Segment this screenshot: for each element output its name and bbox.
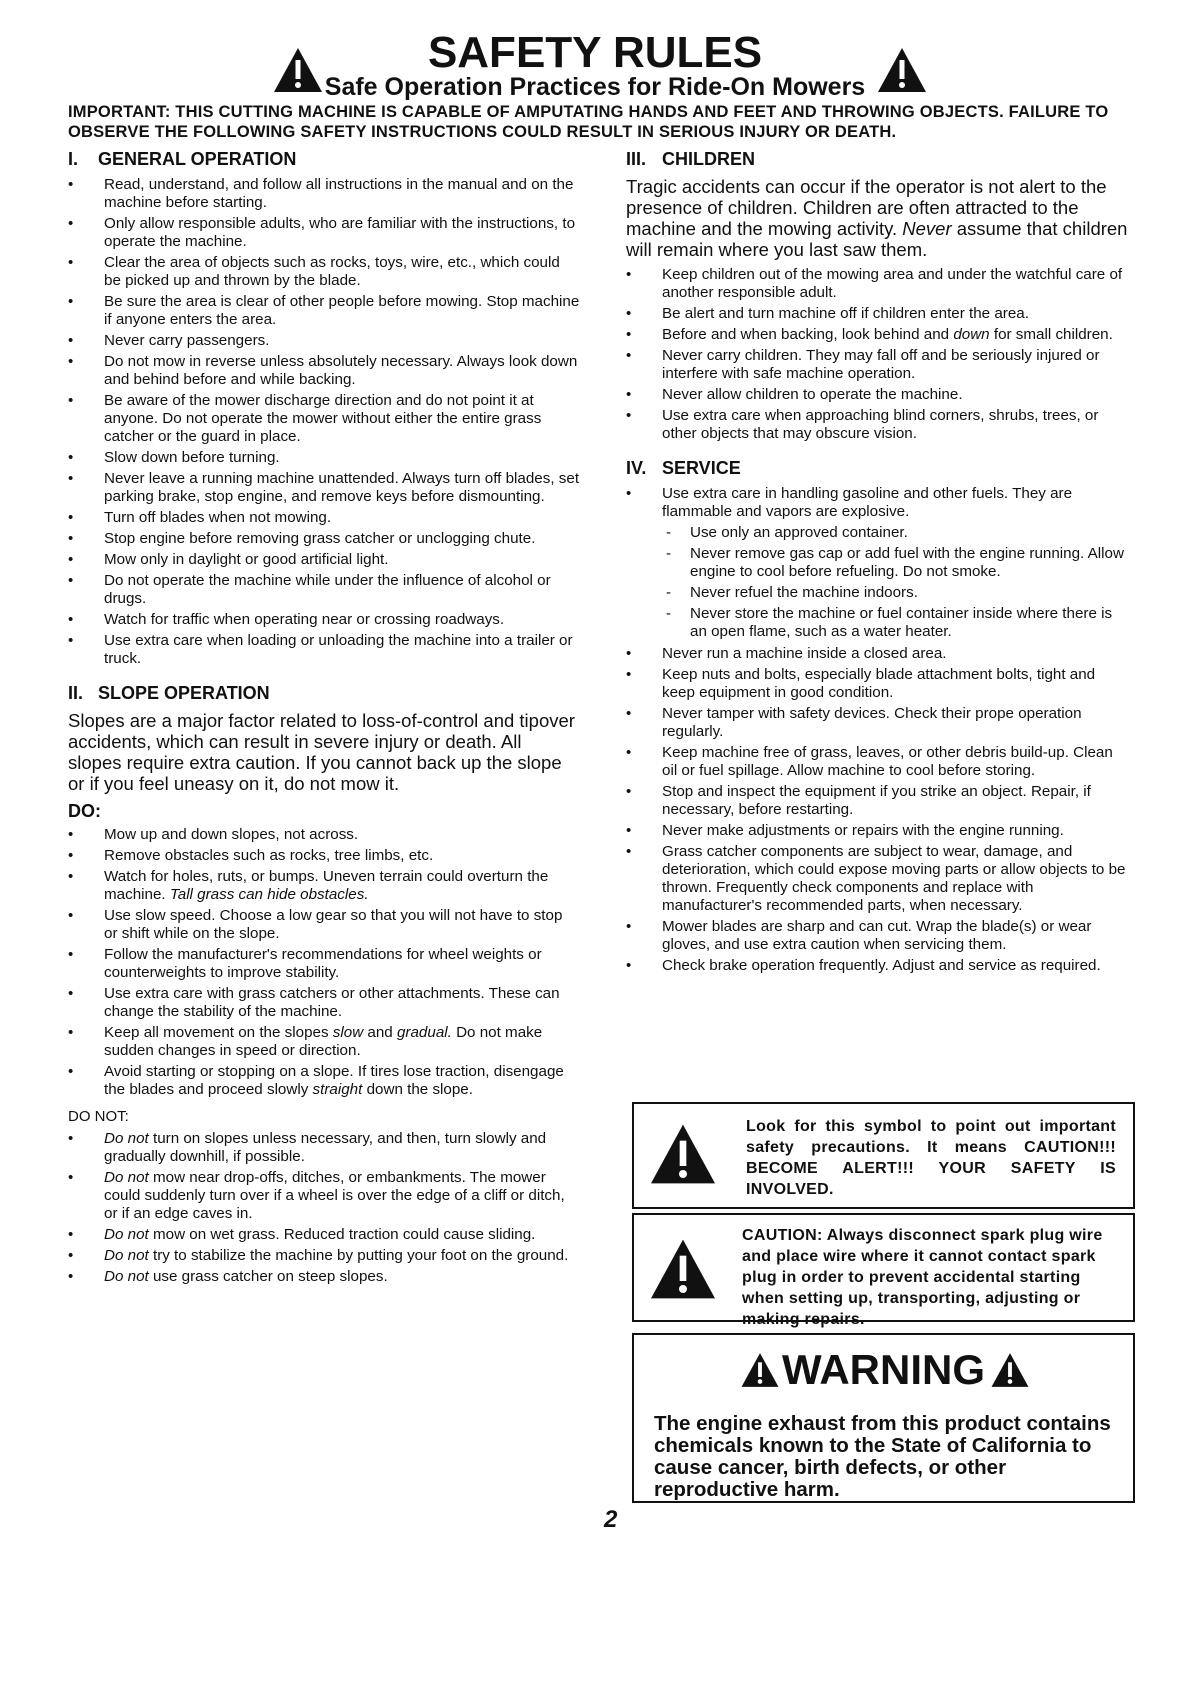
page-title: SAFETY RULES: [427, 28, 763, 77]
list-item: • Avoid starting or stopping on a slope. If tires lose traction, disengage the blades and proceed slowly straight down the slope.: [68, 1063, 580, 1099]
list-item: • Watch for traffic when operating near or crossing roadways.: [68, 611, 580, 629]
list-item: - Never store the machine or fuel container inside where there is an open flame, such as a water heater.: [662, 605, 1131, 641]
left-column: [68, 148, 580, 1292]
list-item: • Keep all movement on the slopes slow and gradual. Do not make sudden changes in speed or direction.: [68, 1024, 580, 1060]
warning-heading: WARNING: [782, 1346, 985, 1393]
list-item: • Do not turn on slopes unless necessary, and then, turn slowly and gradually downhill, if possible.: [68, 1130, 580, 1166]
list-item: • Watch for holes, ruts, or bumps. Uneven terrain could overturn the machine. Tall grass can hide obstacles.: [68, 868, 580, 904]
list-item: • Be sure the area is clear of other people before mowing. Stop machine if anyone enters the area.: [68, 293, 580, 329]
safety-symbol-box: [632, 1102, 1135, 1209]
list-item: • Never tamper with safety devices. Check their prope operation regularly.: [626, 705, 1131, 741]
list-item: • Never leave a running machine unattended. Always turn off blades, set parking brake, stop engine, and remove keys before dismounting.: [68, 470, 580, 506]
do-not-list: [68, 1130, 580, 1286]
do-list: [68, 826, 580, 1099]
service-fuel-list: [626, 485, 1131, 521]
do-heading: DO:: [68, 801, 101, 821]
list-item: • Check brake operation frequently. Adjust and service as required.: [626, 957, 1131, 975]
list-item: • Do not mow near drop-offs, ditches, or embankments. The mower could suddenly turn over if a wheel is over the edge of a cliff or ditch, or if an edge caves in.: [68, 1169, 580, 1223]
list-item: • Only allow responsible adults, who are familiar with the instructions, to operate the machine.: [68, 215, 580, 251]
important-notice: IMPORTANT: THIS CUTTING MACHINE IS CAPABLE OF AMPUTATING HANDS AND FEET AND THROWING OBJECTS. FAILURE TO OBSERVE THE FOLLOWING SAFETY INSTRUCTIONS COULD RESULT IN SERIOUS INJURY OR DEATH.: [68, 103, 1109, 141]
children-list: [626, 266, 1131, 443]
list-item: • Keep children out of the mowing area and under the watchful care of another responsible adult.: [626, 266, 1131, 302]
do-not-heading: DO NOT:: [68, 1108, 129, 1125]
caution-box: [632, 1213, 1135, 1328]
list-item: • Use slow speed. Choose a low gear so that you will not have to stop or shift while on the slope.: [68, 907, 580, 943]
list-item: • Stop engine before removing grass catcher or unclogging chute.: [68, 530, 580, 548]
section-heading-general: I. GENERAL OPERATION: [68, 149, 297, 169]
list-item: • Do not mow in reverse unless absolutely necessary. Always look down and behind before and while backing.: [68, 353, 580, 389]
list-item: • Be alert and turn machine off if children enter the area.: [626, 305, 1131, 323]
list-item: • Mow only in daylight or good artificial light.: [68, 551, 580, 569]
list-item: • Keep nuts and bolts, especially blade attachment bolts, tight and keep equipment in good condition.: [626, 666, 1131, 702]
list-item: • Before and when backing, look behind and down for small children.: [626, 326, 1131, 344]
warning-box: [632, 1333, 1135, 1503]
list-item: • Clear the area of objects such as rocks, toys, wire, etc., which could be picked up and thrown by the blade.: [68, 254, 580, 290]
list-item: • Do not operate the machine while under the influence of alcohol or drugs.: [68, 572, 580, 608]
list-item: • Keep machine free of grass, leaves, or other debris build-up. Clean oil or fuel spillage. Allow machine to cool before storing.: [626, 744, 1131, 780]
list-item: • Remove obstacles such as rocks, tree limbs, etc.: [68, 847, 580, 865]
list-item: • Use extra care when loading or unloading the machine into a trailer or truck.: [68, 632, 580, 668]
list-item: • Use extra care with grass catchers or other attachments. These can change the stability of the machine.: [68, 985, 580, 1021]
general-list: [68, 176, 580, 668]
list-item: • Slow down before turning.: [68, 449, 580, 467]
section-heading-slope: II. SLOPE OPERATION: [68, 683, 270, 703]
slope-intro: Slopes are a major factor related to loss-of-control and tipover accidents, which can result in severe injury or death. All slopes require extra caution. If you cannot back up the slope or if you feel uneasy on it, do not mow it.: [68, 710, 575, 794]
list-item: • Do not mow on wet grass. Reduced traction could cause sliding.: [68, 1226, 580, 1244]
list-item: • Be aware of the mower discharge direction and do not point it at anyone. Do not operate the mower without either the entire grass catcher or the guard in place.: [68, 392, 580, 446]
list-item: • Mow up and down slopes, not across.: [68, 826, 580, 844]
list-item: • Use extra care in handling gasoline and other fuels. They are flammable and vapors are explosive.: [626, 485, 1131, 521]
list-item: • Never allow children to operate the machine.: [626, 386, 1131, 404]
caution-text: CAUTION: Always disconnect spark plug wire and place wire where it cannot contact spark plug in order to prevent accidental starting when setting up, transporting, adjusting or making repairs.: [742, 1227, 1103, 1328]
list-item: - Never refuel the machine indoors.: [662, 584, 1131, 602]
service-list: [626, 645, 1131, 975]
list-item: • Never make adjustments or repairs with the engine running.: [626, 822, 1131, 840]
section-heading-service: IV. SERVICE: [626, 458, 741, 478]
list-item: • Never carry children. They may fall off and be seriously injured or interfere with safe machine operation.: [626, 347, 1131, 383]
list-item: • Turn off blades when not mowing.: [68, 509, 580, 527]
list-item: • Use extra care when approaching blind corners, shrubs, trees, or other objects that may obscure vision.: [626, 407, 1131, 443]
right-column: [626, 148, 1131, 981]
page-subtitle: Safe Operation Practices for Ride-On Mowers: [324, 73, 866, 101]
list-item: • Do not use grass catcher on steep slopes.: [68, 1268, 580, 1286]
list-item: • Do not try to stabilize the machine by putting your foot on the ground.: [68, 1247, 580, 1265]
list-item: • Mower blades are sharp and can cut. Wrap the blade(s) or wear gloves, and use extra caution when servicing them.: [626, 918, 1131, 954]
list-item: • Grass catcher components are subject to wear, damage, and deterioration, which could expose moving parts or allow objects to be thrown. Frequently check components and replace with manufacturer's recommended parts, when necessary.: [626, 843, 1131, 915]
children-intro: Tragic accidents can occur if the operator is not alert to the presence of children. Children are often attracted to the machine and the mowing activity. Never assume that children will remain where you last saw them.: [626, 176, 1128, 260]
list-item: • Never run a machine inside a closed area.: [626, 645, 1131, 663]
list-item: • Read, understand, and follow all instructions in the manual and on the machine before starting.: [68, 176, 580, 212]
warning-triangle-icon: [648, 1237, 718, 1301]
section-heading-children: III. CHILDREN: [626, 149, 755, 169]
list-item: • Never carry passengers.: [68, 332, 580, 350]
service-fuel-sublist: [662, 524, 1131, 641]
page-number: 2: [604, 1506, 618, 1533]
warning-triangle-icon: [648, 1122, 718, 1186]
list-item: • Follow the manufacturer's recommendations for wheel weights or counterweights to improve stability.: [68, 946, 580, 982]
list-item: - Use only an approved container.: [662, 524, 1131, 542]
warning-text: The engine exhaust from this product contains chemicals known to the State of California to cause cancer, birth defects, or other reproductive harm.: [654, 1412, 1111, 1501]
list-item: - Never remove gas cap or add fuel with the engine running. Allow engine to cool before refueling. Do not smoke.: [662, 545, 1131, 581]
symbol-explanation: Look for this symbol to point out important safety precautions. It means CAUTION!!! BECOME ALERT!!! YOUR SAFETY IS INVOLVED.: [746, 1118, 1116, 1198]
list-item: • Stop and inspect the equipment if you strike an object. Repair, if necessary, before restarting.: [626, 783, 1131, 819]
